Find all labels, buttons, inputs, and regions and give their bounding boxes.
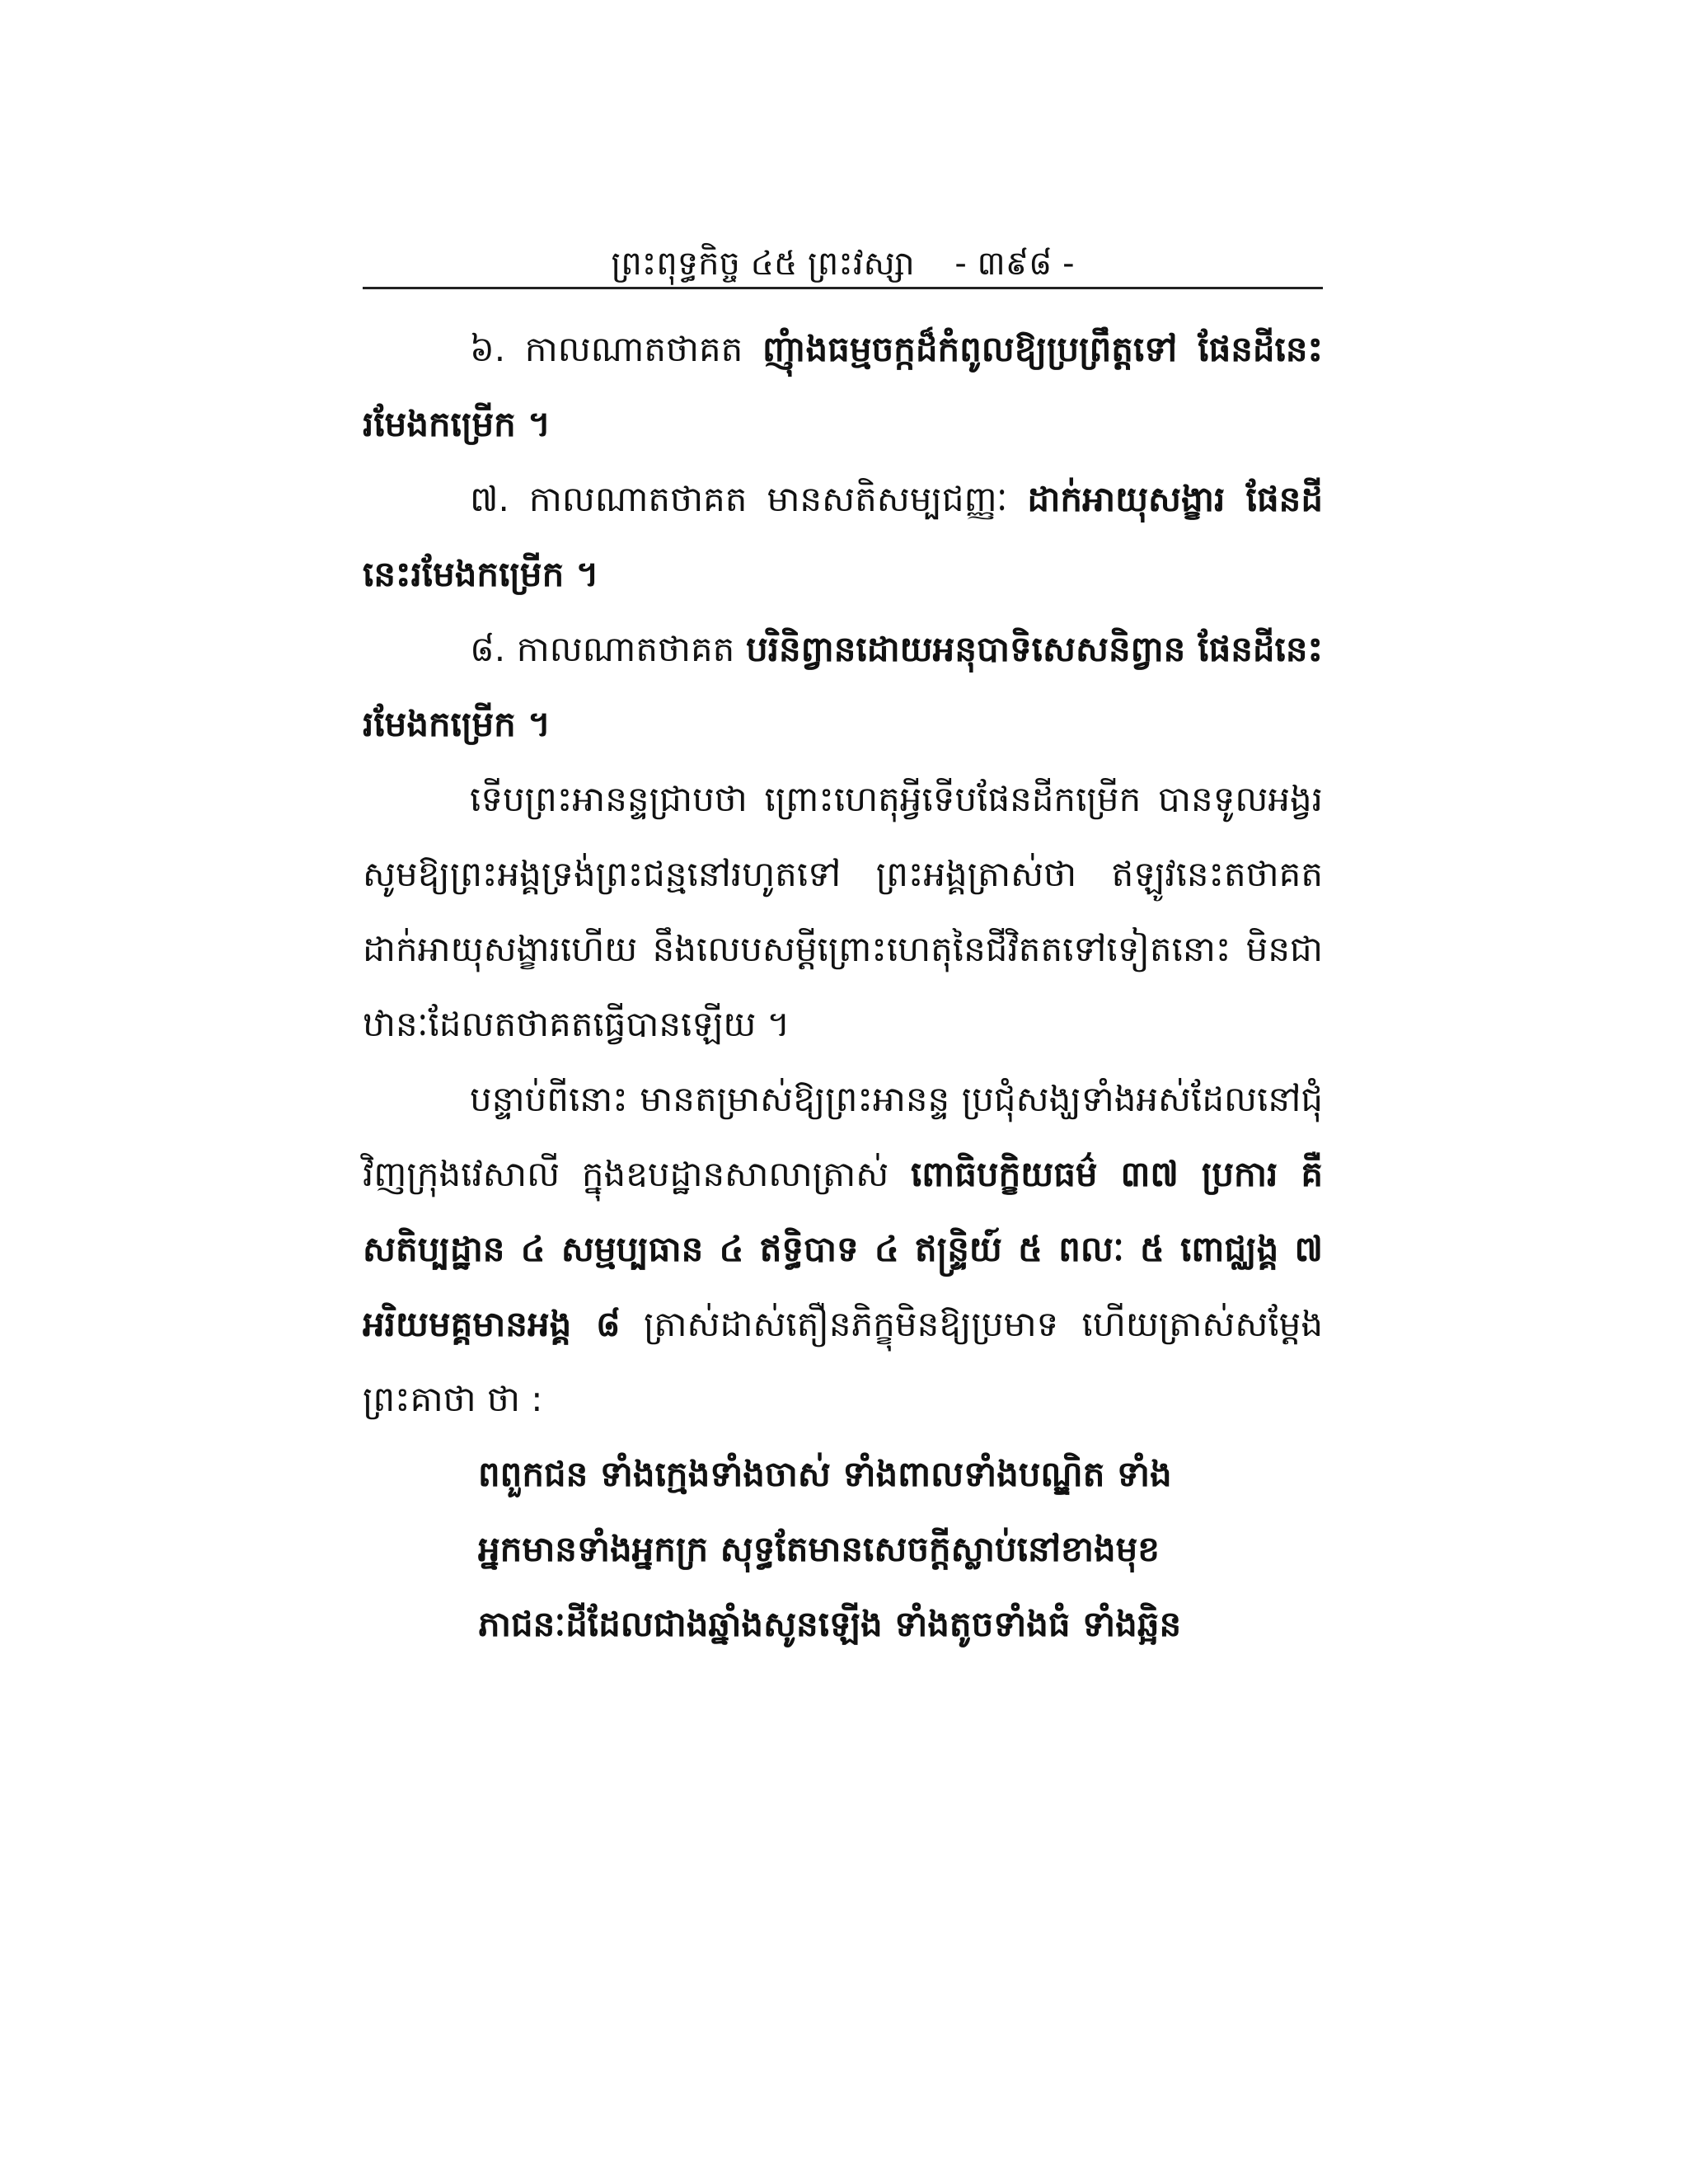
verse-line: អ្នកមានទាំងអ្នកក្រ សុទ្ធតែមានសេចក្ដីស្លាប់នៅខាងមុខ bbox=[478, 1529, 1160, 1569]
header-rule bbox=[363, 287, 1323, 289]
verse-line: ពពួកជន ទាំងក្មេងទាំងចាស់ ទាំងពាលទាំងបណ្ឌិត ទាំង bbox=[478, 1454, 1172, 1494]
page-number: - ៣៩៨ - bbox=[954, 245, 1075, 283]
paragraph-tail: ត្រាស់ដាស់តឿនភិក្ខុមិនឱ្យប្រមាទ ហើយត្រាស់សម្ដែងព្រះគាថា ថា : bbox=[363, 1304, 1323, 1419]
paragraph-lead: ៦. កាលណាតថាគត bbox=[470, 329, 763, 369]
running-header bbox=[363, 235, 1323, 293]
paragraph-item-6 bbox=[363, 312, 1323, 462]
paragraph-lead: ៧. កាលណាតថាគត មានសតិសម្បជញ្ញៈ bbox=[470, 479, 1028, 519]
book-title: ព្រះពុទ្ធកិច្ច ៤៥ ព្រះវស្សា bbox=[611, 245, 915, 283]
paragraph-bodhipakkhiya bbox=[363, 1062, 1323, 1436]
verse-line: ភាជនៈដីដែលជាងឆ្នាំងសូនឡើង ទាំងតូចទាំងធំ ទាំងឆ្អិន bbox=[478, 1604, 1182, 1644]
paragraph-lead: បន្ទាប់ពីនោះ មានតម្រាស់ឱ្យព្រះអានន្ទ ប្រជុំសង្ឃទាំងអស់ដែលនៅជុំវិញក្រុងវេសាលី ក្នុងឧបដ្ឋានសាលាត្រាស់ bbox=[363, 1079, 1323, 1194]
paragraph-item-8 bbox=[363, 612, 1323, 762]
paragraph-ananda: ទើបព្រះអានន្ទជ្រាបថា ព្រោះហេតុអ្វីទើបផែនដីកម្រើក បានទូលអង្វរសូមឱ្យព្រះអង្គទ្រង់ព្រះជន្មនៅរហូតទៅ ព្រះអង្គត្រាស់ថា ឥឡូវនេះតថាគតដាក់អាយុសង្ខារហើយ នឹងលេបសម្ដីព្រោះហេតុនៃជីវិតតទៅទៀតនោះ មិនជាឋានៈដែលតថាគតធ្វើបានឡើយ ។ bbox=[363, 779, 1323, 1044]
paragraph-bold: ដាក់អាយុសង្ខារ ផែនដីនេះរមែងកម្រើក ។ bbox=[363, 479, 1323, 594]
paragraph-bold: ញុំាងធម្មចក្កដ៏កំពូលឱ្យប្រព្រឹត្តទៅ ផែនដីនេះរមែងកម្រើក ។ bbox=[363, 329, 1323, 444]
verse-block bbox=[478, 1436, 1323, 1661]
page-body bbox=[363, 312, 1323, 1661]
paragraph-lead: ៨. កាលណាតថាគត bbox=[470, 629, 747, 669]
paragraph-item-7 bbox=[363, 462, 1323, 612]
paragraph-bold: បរិនិព្វានដោយអនុបាទិសេសនិព្វាន ផែនដីនេះរមែងកម្រើក ។ bbox=[363, 629, 1323, 744]
paragraph-bold: ពោធិបក្ខិយធម៌ ៣៧ ប្រការ គឺ សតិប្បដ្ឋាន ៤ សម្មប្បធាន ៤ ឥទ្ធិបាទ ៤ ឥន្ទ្រិយ៍ ៥ ពលៈ ៥ ពោជ្ឈង្គ ៧ អរិយមគ្គមានអង្គ ៨ bbox=[363, 1154, 1323, 1344]
